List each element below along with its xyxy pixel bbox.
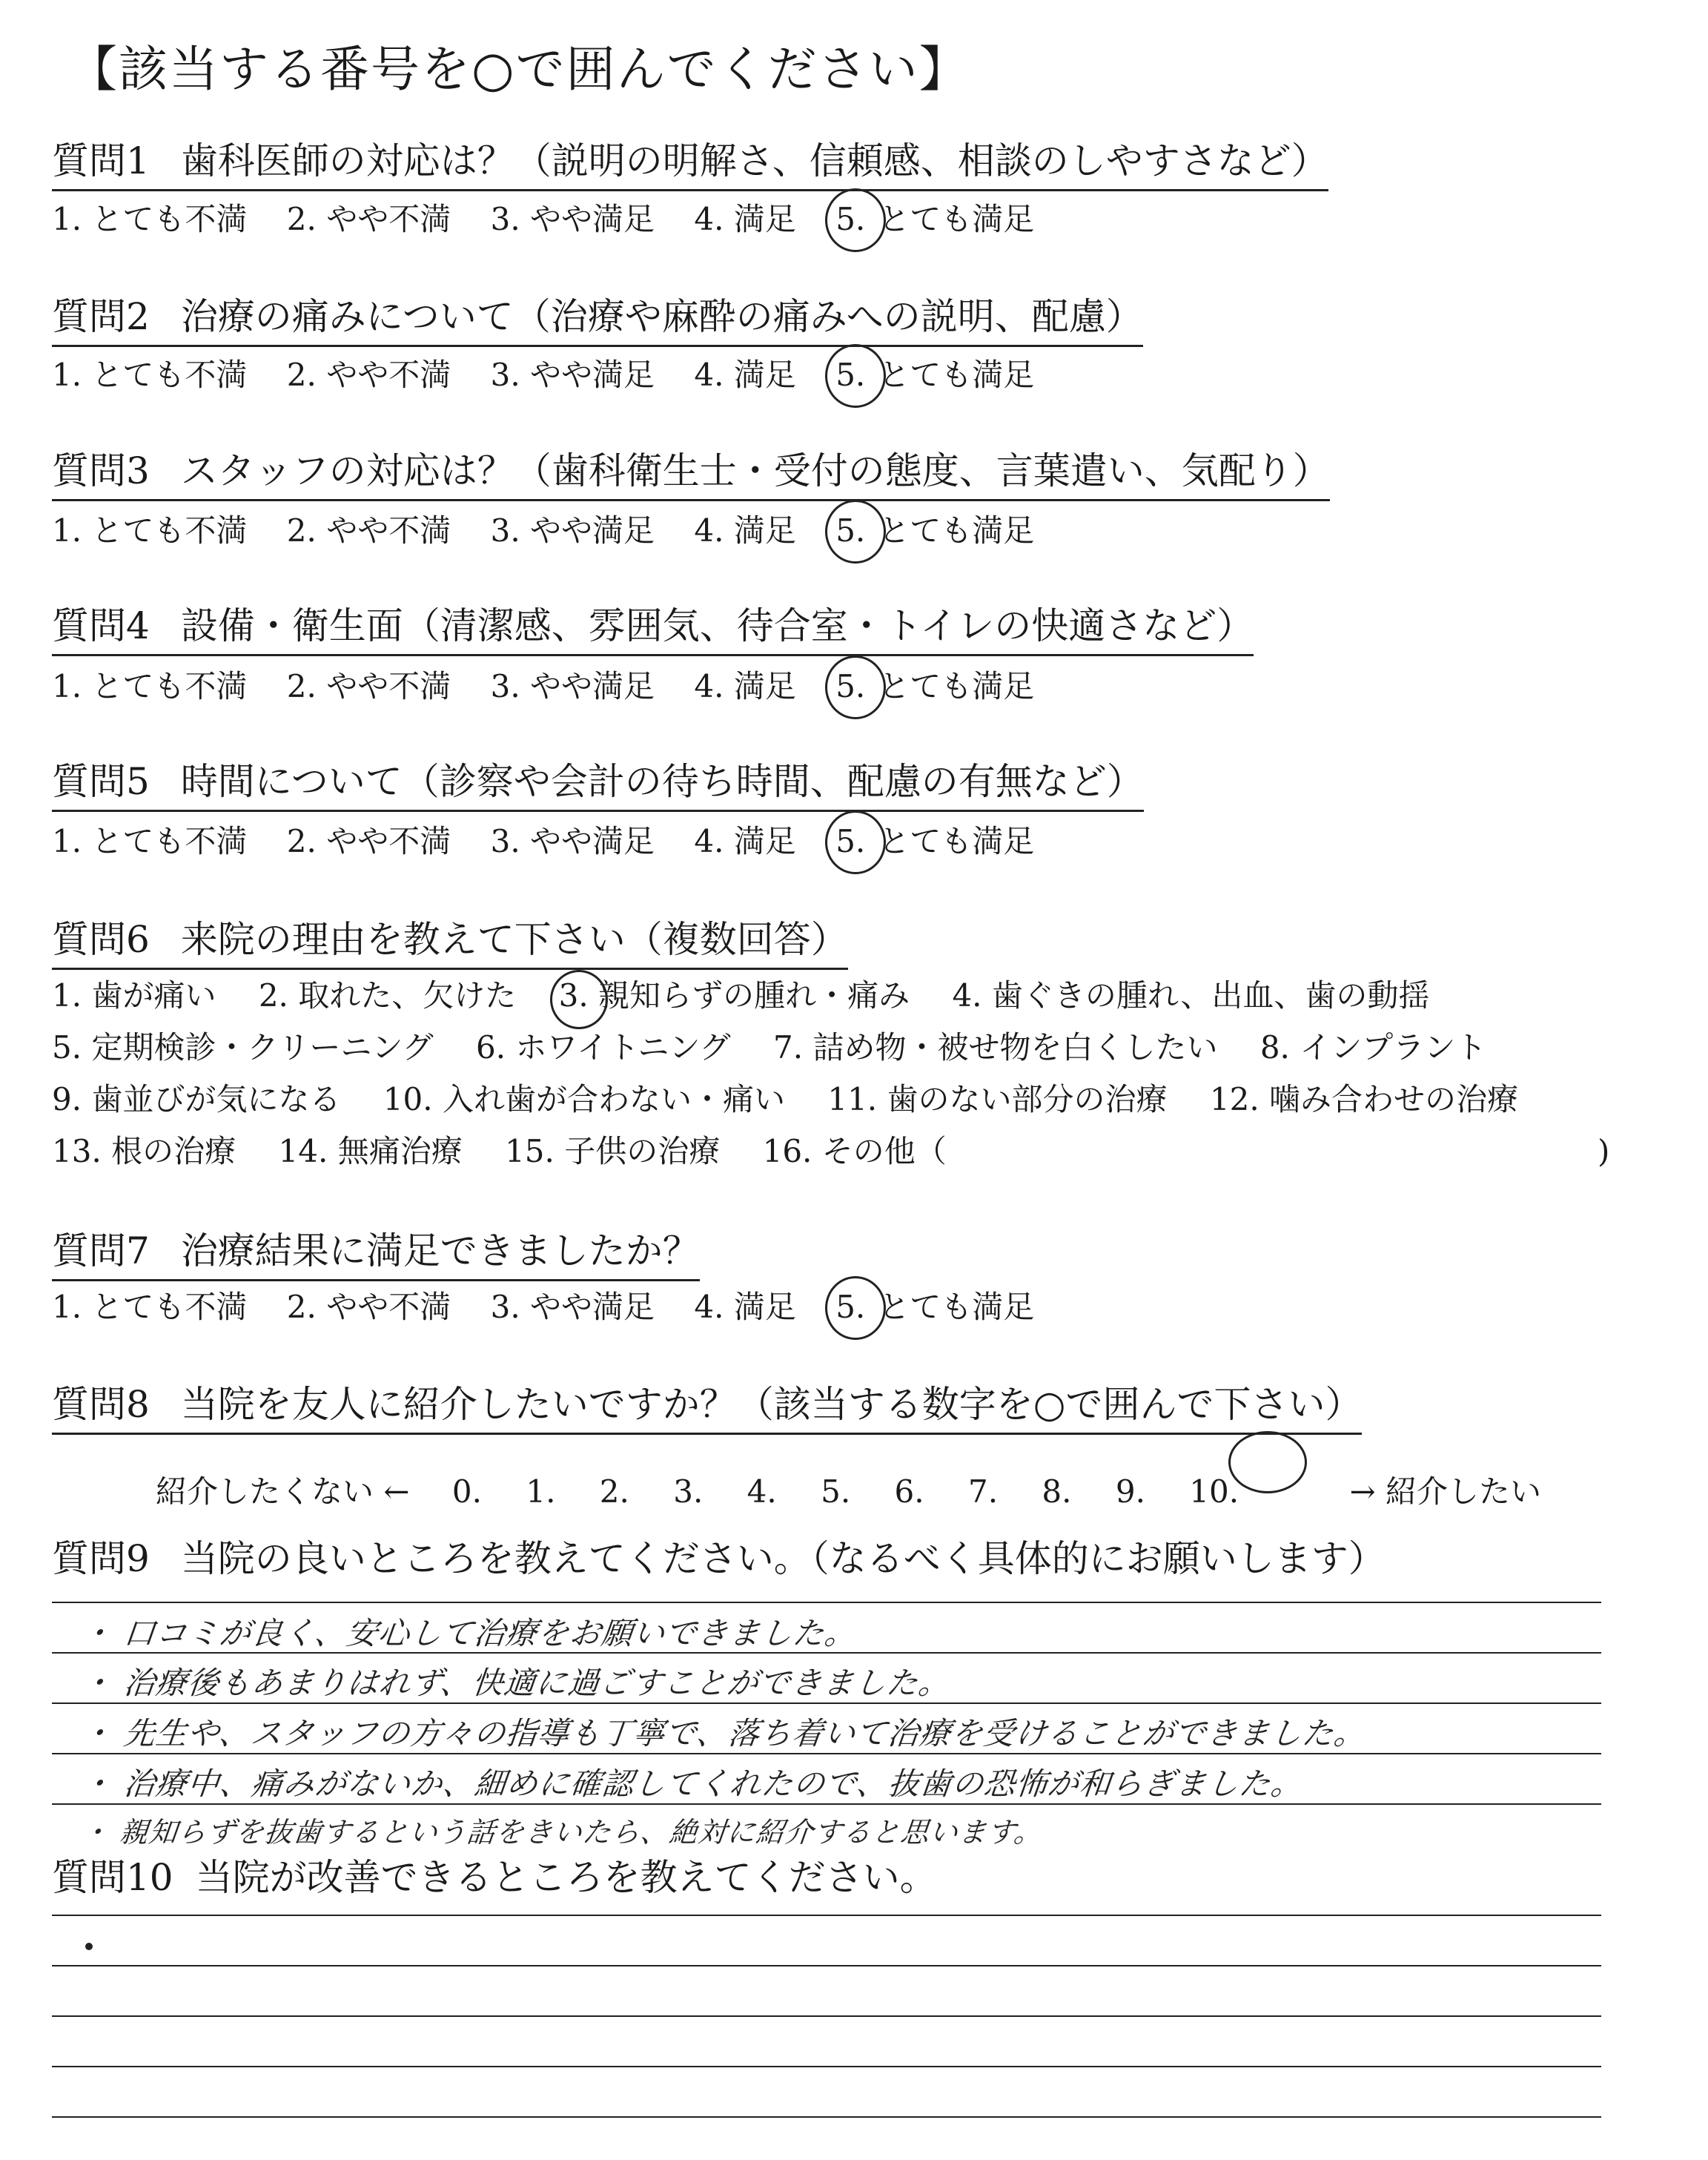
- question-9: [52, 1535, 1386, 1587]
- q7-options: [52, 1287, 1064, 1328]
- scale-right-label: → 紹介したい: [1349, 1473, 1541, 1510]
- q4-options: [52, 666, 1064, 707]
- reason-6[interactable]: 6. ホワイトニング: [475, 1029, 731, 1066]
- reason-2[interactable]: 2. 取れた、欠けた: [258, 977, 517, 1014]
- answer-line: [52, 1652, 1601, 1654]
- option-4[interactable]: 4. 満足: [694, 357, 796, 393]
- option-2[interactable]: 2. やや不満: [286, 823, 451, 859]
- question-4: [52, 602, 1254, 656]
- q9-answer-2: ・ 治療後もあまりはれず、快適に過ごすことができました。: [79, 1665, 953, 1701]
- reason-15[interactable]: 15. 子供の治療: [505, 1133, 721, 1169]
- q9-answer-5: ・ 親知らずを抜歯するという話をきいたら、絶対に紹介すると思います。: [79, 1816, 1045, 1849]
- scale-3[interactable]: 3.: [673, 1473, 704, 1510]
- option-4[interactable]: 4. 満足: [694, 512, 796, 549]
- question-text: 当院の良いところを教えてください。（なるべく具体的にお願いします）: [180, 1537, 1386, 1580]
- reason-13[interactable]: 13. 根の治療: [52, 1133, 236, 1169]
- question-text: 治療の痛みについて（治療や麻酔の痛みへの説明、配慮）: [180, 295, 1143, 338]
- option-2[interactable]: 2. やや不満: [286, 357, 451, 393]
- question-number: 質問2: [52, 295, 150, 338]
- question-number: 質問3: [52, 449, 150, 492]
- option-4[interactable]: 4. 満足: [694, 201, 796, 237]
- option-1[interactable]: 1. とても不満: [52, 668, 248, 704]
- reasons-row-3: [52, 1079, 1551, 1120]
- question-number: 質問8: [52, 1383, 150, 1426]
- scale-8[interactable]: 8.: [1042, 1473, 1072, 1510]
- page-title: 【該当する番号を○で囲んでください】: [68, 41, 970, 98]
- question-text: 当院が改善できるところを教えてください。: [195, 1856, 937, 1899]
- bullet-dot: [85, 1943, 93, 1950]
- reason-16-close-paren: ): [1598, 1133, 1610, 1169]
- answer-line: [52, 1702, 1601, 1704]
- option-2[interactable]: 2. やや不満: [286, 668, 451, 704]
- option-5-selected[interactable]: 5.: [835, 821, 865, 862]
- q3-options: [52, 510, 1064, 552]
- answer-line: [52, 2116, 1601, 2118]
- selection-circle: [1228, 1431, 1307, 1493]
- question-1: [52, 137, 1328, 191]
- reason-5[interactable]: 5. 定期検診・クリーニング: [52, 1029, 434, 1066]
- question-text: 設備・衛生面（清潔感、雰囲気、待合室・トイレの快適さなど）: [180, 604, 1254, 647]
- question-5: [52, 758, 1144, 812]
- answer-line: [52, 1915, 1601, 1916]
- option-5-label: とても満足: [878, 357, 1035, 393]
- question-text: 来院の理由を教えて下さい（複数回答）: [180, 918, 848, 961]
- scale-4[interactable]: 4.: [747, 1473, 777, 1510]
- scale-0[interactable]: 0.: [451, 1473, 482, 1510]
- reasons-row-2: [52, 1027, 1519, 1069]
- option-5-selected[interactable]: 5.: [835, 510, 865, 552]
- question-number: 質問9: [52, 1537, 150, 1580]
- question-number: 質問1: [52, 139, 150, 182]
- reasons-row-4: [52, 1131, 979, 1172]
- question-6: [52, 916, 848, 970]
- option-3[interactable]: 3. やや満足: [490, 512, 655, 549]
- scale-5[interactable]: 5.: [821, 1473, 851, 1510]
- option-5-label: とても満足: [878, 823, 1035, 859]
- option-3[interactable]: 3. やや満足: [490, 668, 655, 704]
- option-5-label: とても満足: [878, 1289, 1035, 1325]
- q2-options: [52, 354, 1064, 396]
- question-2: [52, 293, 1143, 347]
- question-7: [52, 1227, 700, 1281]
- option-5-selected[interactable]: 5.: [835, 666, 865, 707]
- q9-answer-4: ・ 治療中、痛みがないか、細めに確認してくれたので、抜歯の恐怖が和らぎました。: [79, 1766, 1305, 1802]
- question-8: [52, 1381, 1362, 1435]
- reasons-row-1: [52, 975, 1462, 1017]
- reason-3-selected[interactable]: 3. 親知らずの腫れ・痛み: [559, 975, 910, 1017]
- scale-9[interactable]: 9.: [1115, 1473, 1145, 1510]
- reason-16[interactable]: 16. その他（: [762, 1133, 947, 1169]
- answer-line: [52, 2066, 1601, 2067]
- option-4[interactable]: 4. 満足: [694, 823, 796, 859]
- option-4[interactable]: 4. 満足: [694, 668, 796, 704]
- option-1[interactable]: 1. とても不満: [52, 823, 248, 859]
- option-1[interactable]: 1. とても不満: [52, 201, 248, 237]
- answer-line: [52, 1803, 1601, 1805]
- question-text: 当院を友人に紹介したいですか？（該当する数字を○で囲んで下さい）: [180, 1383, 1363, 1426]
- reason-4[interactable]: 4. 歯ぐきの腫れ、出血、歯の動揺: [952, 977, 1430, 1014]
- scale-7[interactable]: 7.: [967, 1473, 999, 1510]
- scale-1[interactable]: 1.: [526, 1473, 556, 1510]
- reason-12[interactable]: 12. 噛み合わせの治療: [1209, 1081, 1519, 1117]
- question-10: [52, 1854, 937, 1906]
- option-5-selected[interactable]: 5.: [835, 354, 865, 396]
- q9-answer-3: ・ 先生や、スタッフの方々の指導も丁寧で、落ち着いて治療を受けることができました。: [79, 1715, 1368, 1751]
- option-2[interactable]: 2. やや不満: [286, 201, 451, 237]
- question-number: 質問10: [52, 1856, 173, 1899]
- option-3[interactable]: 3. やや満足: [490, 823, 655, 859]
- option-4[interactable]: 4. 満足: [694, 1289, 796, 1325]
- question-number: 質問5: [52, 760, 150, 803]
- reason-11[interactable]: 11. 歯のない部分の治療: [827, 1081, 1168, 1117]
- question-text: 時間について（診察や会計の待ち時間、配慮の有無など）: [180, 760, 1144, 803]
- reason-7[interactable]: 7. 詰め物・被せ物を白くしたい: [773, 1029, 1218, 1066]
- answer-line: [52, 1753, 1601, 1754]
- question-text: 治療結果に満足できましたか？: [180, 1229, 700, 1272]
- option-5-label: とても満足: [878, 201, 1035, 237]
- scale-10-selected[interactable]: 10.: [1189, 1440, 1317, 1513]
- option-1[interactable]: 1. とても不満: [52, 512, 248, 549]
- question-3: [52, 447, 1330, 501]
- option-3[interactable]: 3. やや満足: [490, 357, 655, 393]
- answer-line: [52, 1602, 1601, 1603]
- option-5-label: とても満足: [878, 668, 1035, 704]
- option-1[interactable]: 1. とても不満: [52, 1289, 248, 1325]
- option-2[interactable]: 2. やや不満: [286, 512, 451, 549]
- answer-line: [52, 2015, 1601, 2017]
- q5-options: [52, 821, 1064, 862]
- answer-line: [52, 1965, 1601, 1966]
- scale-2[interactable]: 2.: [599, 1473, 629, 1510]
- question-text: 歯科医師の対応は？（説明の明解さ、信頼感、相談のしやすさなど）: [180, 139, 1328, 182]
- reason-10[interactable]: 10. 入れ歯が合わない・痛い: [383, 1081, 785, 1117]
- reason-1[interactable]: 1. 歯が痛い: [52, 977, 216, 1014]
- option-5-selected[interactable]: 5.: [835, 199, 865, 240]
- option-1[interactable]: 1. とても不満: [52, 357, 248, 393]
- option-5-selected[interactable]: 5.: [835, 1287, 865, 1328]
- reason-9[interactable]: 9. 歯並びが気になる: [52, 1081, 341, 1117]
- option-2[interactable]: 2. やや不満: [286, 1289, 451, 1325]
- scale-left-label: 紹介したくない ←: [156, 1473, 410, 1510]
- option-3[interactable]: 3. やや満足: [490, 201, 655, 237]
- question-text: スタッフの対応は？（歯科衛生士・受付の態度、言葉遣い、気配り）: [180, 449, 1330, 492]
- q1-options: [52, 199, 1064, 240]
- question-number: 質問4: [52, 604, 150, 647]
- referral-scale: [156, 1440, 1541, 1513]
- scale-6[interactable]: 6.: [894, 1473, 924, 1510]
- option-5-label: とても満足: [878, 512, 1035, 549]
- question-number: 質問6: [52, 918, 150, 961]
- reason-8[interactable]: 8. インプラント: [1260, 1029, 1487, 1066]
- option-3[interactable]: 3. やや満足: [490, 1289, 655, 1325]
- q9-answer-1: ・ 口コミが良く、安心して治療をお願いできました。: [79, 1615, 858, 1651]
- question-number: 質問7: [52, 1229, 150, 1272]
- reason-14[interactable]: 14. 無痛治療: [278, 1133, 463, 1169]
